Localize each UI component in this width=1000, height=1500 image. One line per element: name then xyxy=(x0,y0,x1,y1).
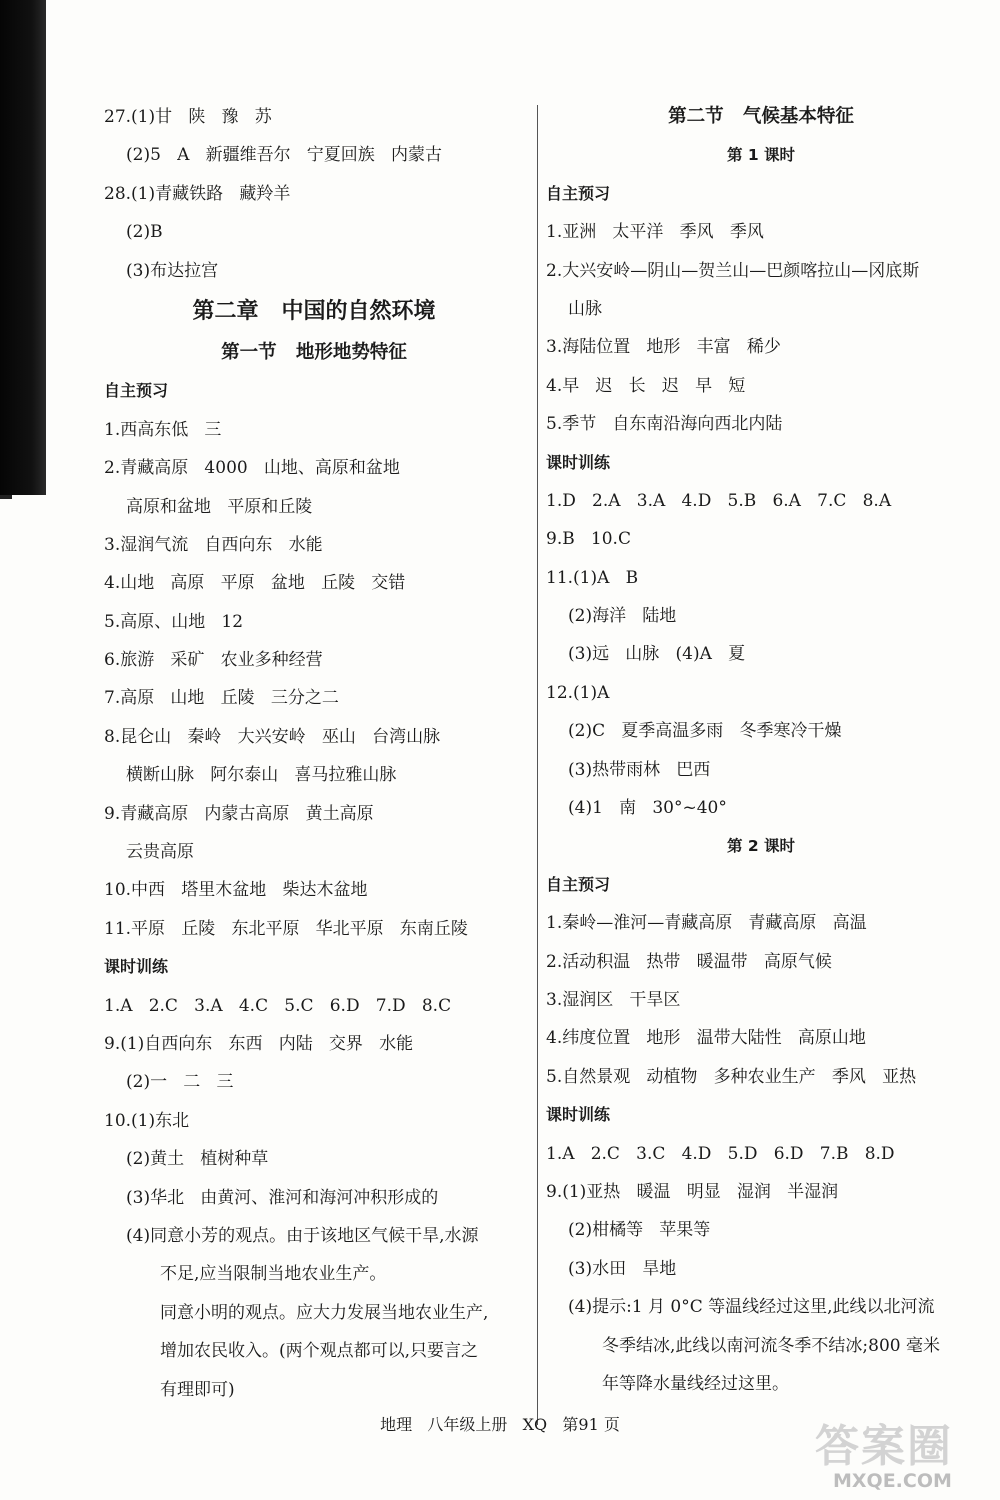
watermark-url: MXQE.COM xyxy=(833,1470,952,1492)
answer-line: 2.大兴安岭—阴山—贺兰山—巴颜喀拉山—冈底斯 xyxy=(546,260,920,281)
subsection-label: 课时训练 xyxy=(546,452,611,472)
answer-line: 9.B 10.C xyxy=(546,529,631,550)
answer-line: 冬季结冰,此线以南河流冬季不结冰;800 毫米 xyxy=(602,1335,940,1356)
answer-line: (2)5 A 新疆维吾尔 宁夏回族 内蒙古 xyxy=(126,145,443,166)
answer-line: 7.高原 山地 丘陵 三分之二 xyxy=(104,688,339,709)
lesson-title: 第 1 课时 xyxy=(726,146,796,165)
answer-line: 4.山地 高原 平原 盆地 丘陵 交错 xyxy=(104,573,406,594)
subsection-label: 自主预习 xyxy=(546,183,611,203)
subsection-label: 自主预习 xyxy=(546,874,611,894)
answer-line: (3)水田 旱地 xyxy=(568,1258,677,1279)
answer-line: 4.早 迟 长 迟 早 短 xyxy=(546,375,746,396)
right-column xyxy=(546,98,976,1403)
answer-line: 11.平原 丘陵 东北平原 华北平原 东南丘陵 xyxy=(104,918,468,939)
answer-line: 10.中西 塔里木盆地 柴达木盆地 xyxy=(104,880,368,901)
section-title: 第一节 地形地势特征 xyxy=(221,341,407,363)
lesson-title: 第 2 课时 xyxy=(726,837,796,856)
answer-line: 1.A 2.C 3.A 4.C 5.C 6.D 7.D 8.C xyxy=(104,995,452,1016)
answer-line: (2)B xyxy=(126,222,163,243)
answer-line: 云贵高原 xyxy=(126,842,194,863)
answer-line: 5.自然景观 动植物 多种农业生产 季风 亚热 xyxy=(546,1066,917,1087)
answer-line: 1.D 2.A 3.A 4.D 5.B 6.A 7.C 8.A xyxy=(546,490,892,511)
answer-line: (2)C 夏季高温多雨 冬季寒冷干燥 xyxy=(568,721,842,742)
page-footer: 地理 八年级上册 XQ 第91 页 xyxy=(380,1415,620,1434)
answer-line: 山脉 xyxy=(568,298,602,319)
answer-line: 6.旅游 采矿 农业多种经营 xyxy=(104,650,323,671)
answer-line: (2)黄土 植树种草 xyxy=(126,1149,269,1170)
answer-line: 12.(1)A xyxy=(546,682,610,703)
answer-line: 5.高原、山地 12 xyxy=(104,611,244,632)
answer-line: (2)海洋 陆地 xyxy=(568,606,677,627)
answer-line: 11.(1)A B xyxy=(546,567,639,588)
answer-line: 5.季节 自东南沿海向西北内陆 xyxy=(546,414,783,435)
answer-line: (3)远 山脉 (4)A 夏 xyxy=(568,644,746,665)
answer-line: (2)柑橘等 苹果等 xyxy=(568,1220,711,1241)
watermark xyxy=(815,1410,1000,1500)
binding-edge-tail xyxy=(0,495,12,499)
section-title: 第二节 气候基本特征 xyxy=(668,106,854,127)
answer-line: 1.A 2.C 3.C 4.D 5.D 6.D 7.B 8.D xyxy=(546,1143,895,1164)
answer-line: 不足,应当限制当地农业生产。 xyxy=(160,1264,387,1285)
answer-line: 3.海陆位置 地形 丰富 稀少 xyxy=(546,337,781,358)
subsection-label: 课时训练 xyxy=(104,957,169,977)
answer-line: 28.(1)青藏铁路 藏羚羊 xyxy=(104,183,291,204)
answer-line: 2.青藏高原 4000 山地、高原和盆地 xyxy=(104,458,400,479)
answer-line: (4)提示:1 月 0°C 等温线经过这里,此线以北河流 xyxy=(568,1297,935,1318)
chapter-title: 第二章 中国的自然环境 xyxy=(192,298,436,324)
answer-line: (3)华北 由黄河、淮河和海河冲积形成的 xyxy=(126,1187,439,1208)
answer-line: (2)一 二 三 xyxy=(126,1072,234,1093)
answer-line: 1.秦岭—淮河—青藏高原 青藏高原 高温 xyxy=(546,913,867,934)
subsection-label: 课时训练 xyxy=(546,1105,611,1125)
answer-line: 3.湿润区 干旱区 xyxy=(546,989,681,1010)
answer-line: 8.昆仑山 秦岭 大兴安岭 巫山 台湾山脉 xyxy=(104,726,441,747)
watermark-logo: 答案圈 xyxy=(815,1421,953,1472)
answer-line: 高原和盆地 平原和丘陵 xyxy=(126,496,313,517)
answer-line: 10.(1)东北 xyxy=(104,1110,190,1131)
binding-edge xyxy=(0,0,46,495)
answer-line: 2.活动积温 热带 暖温带 高原气候 xyxy=(546,951,832,972)
answer-line: 增加农民收入。(两个观点都可以,只要言之 xyxy=(160,1341,479,1362)
answer-line: 横断山脉 阿尔泰山 喜马拉雅山脉 xyxy=(126,765,397,786)
answer-line: 9.青藏高原 内蒙古高原 黄土高原 xyxy=(104,803,374,824)
answer-line: (4)同意小芳的观点。由于该地区气候干旱,水源 xyxy=(126,1225,479,1246)
answer-line: 3.湿润气流 自西向东 水能 xyxy=(104,534,323,555)
answer-line: 年等降水量线经过这里。 xyxy=(602,1373,789,1394)
answer-line: 同意小明的观点。应大力发展当地农业生产, xyxy=(160,1302,489,1323)
answer-line: 9.(1)亚热 暖温 明显 湿润 半湿润 xyxy=(546,1181,839,1202)
answer-line: 27.(1)甘 陕 豫 苏 xyxy=(104,107,272,127)
answer-line: 有理即可) xyxy=(160,1379,235,1400)
answer-line: 1.亚洲 太平洋 季风 季风 xyxy=(546,222,764,243)
subsection-label: 自主预习 xyxy=(104,381,169,401)
answer-line: (3)布达拉宫 xyxy=(126,260,219,281)
answer-line: 9.(1)自西向东 东西 内陆 交界 水能 xyxy=(104,1033,414,1054)
answer-line: (4)1 南 30°~40° xyxy=(568,798,727,819)
left-column xyxy=(104,98,524,1409)
answer-line: 4.纬度位置 地形 温带大陆性 高原山地 xyxy=(546,1028,866,1049)
answer-line: (3)热带雨林 巴西 xyxy=(568,759,711,780)
answer-line: 1.西高东低 三 xyxy=(104,419,222,440)
column-divider xyxy=(537,105,538,1425)
